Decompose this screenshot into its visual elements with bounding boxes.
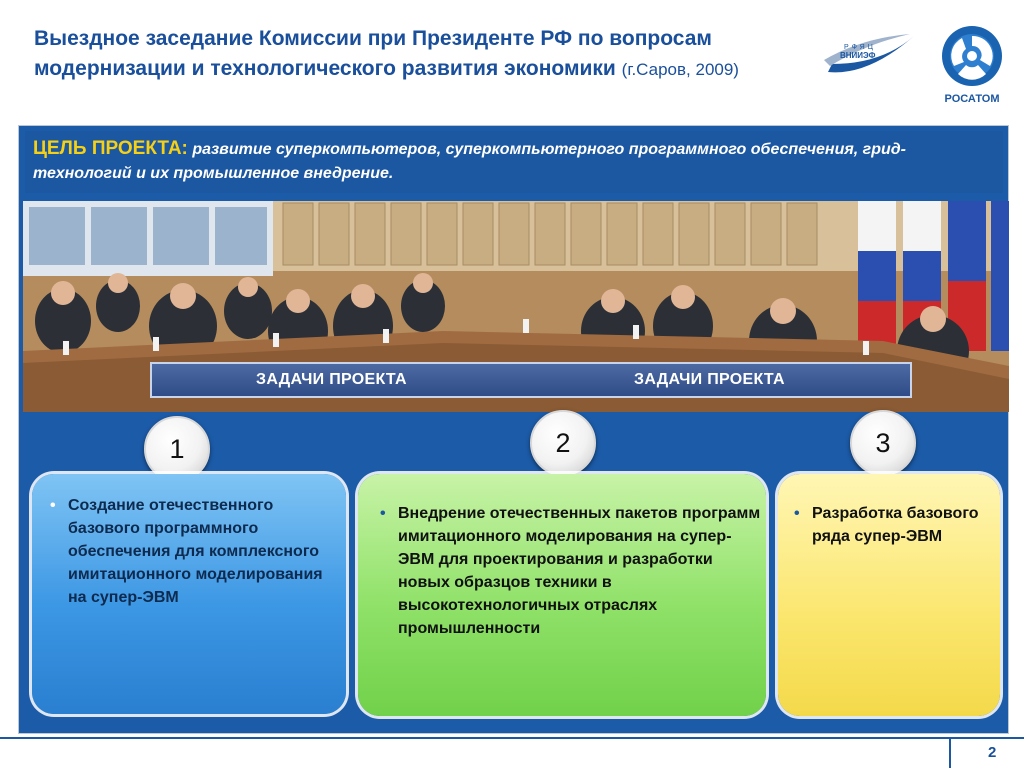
- task-number-2: 2: [530, 410, 596, 476]
- task-number-3: 3: [850, 410, 916, 476]
- title-subtitle: (г.Саров, 2009): [621, 60, 739, 79]
- tasks-bar-right-label: ЗАДАЧИ ПРОЕКТА: [634, 371, 785, 388]
- vniief-logo: [822, 30, 918, 78]
- rosatom-text: РОСАТОМ: [944, 93, 1000, 105]
- goal-text: развитие суперкомпьютеров, суперкомпьютерного программного обеспечения, грид-технологий и их промышленное внедрение.: [33, 141, 906, 182]
- task-number-1: 1: [144, 416, 210, 482]
- footer-divider: [0, 737, 1024, 739]
- goal-banner: [25, 131, 1003, 193]
- page-number: 2: [988, 744, 997, 761]
- task-card-1: [32, 474, 346, 714]
- footer-tick: [949, 737, 951, 768]
- tasks-bar-left-label: ЗАДАЧИ ПРОЕКТА: [256, 371, 407, 388]
- task-text-2: • Внедрение отечественных пакетов программ имитационного моделирования на супер-ЭВМ для проектирования и разработки новых образцов техники в высокотехнологичных отраслях промышленности: [372, 502, 762, 640]
- task-text-3: • Разработка базового ряда супер-ЭВМ: [786, 502, 992, 548]
- title-text: Выездное заседание Комиссии при Президенте РФ по вопросам модернизации и технологического развития экономики: [34, 27, 712, 80]
- tasks-bar: [150, 362, 912, 398]
- rosatom-logo: [936, 22, 1008, 108]
- task-card-2: [358, 474, 766, 716]
- task-card-3: [778, 474, 1000, 716]
- goal-label: ЦЕЛЬ ПРОЕКТА:: [33, 138, 188, 159]
- vniief-bottom-text: ВНИИЭФ: [840, 51, 876, 60]
- page-title: [34, 24, 774, 85]
- vniief-top-text: РФЯЦ: [844, 44, 876, 51]
- goal-text-block: [33, 137, 993, 186]
- task-text-1: • Создание отечественного базового программного обеспечения для комплексного имитационного моделирования на супер-ЭВМ: [42, 494, 338, 609]
